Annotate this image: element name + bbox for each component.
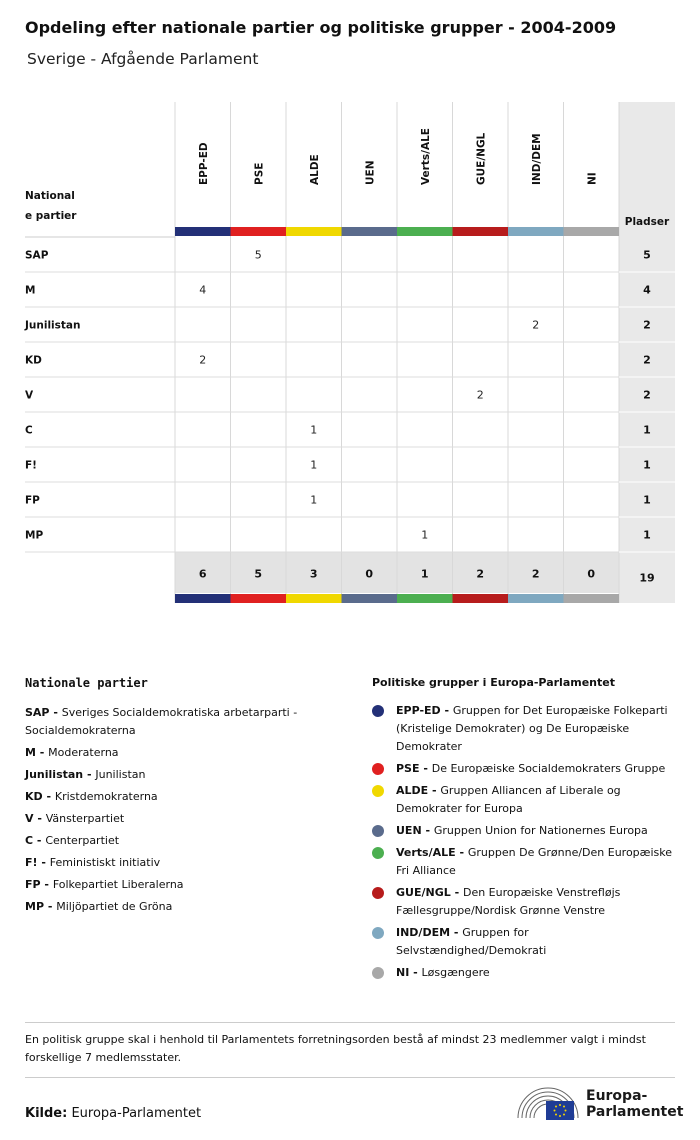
column-total: 5 [254,567,263,581]
europarl-logo [516,1084,684,1124]
column-total: 6 [198,567,207,581]
party-legend-item [25,788,345,806]
column-total: 0 [587,567,596,581]
group-color-bar-bottom [286,594,342,603]
group-legend-name: Gruppen for Det Europæiske Folkeparti (Kristelige Demokrater) og De Europæiske Demokrater [396,704,668,753]
seat-value: 1 [310,493,318,507]
party-legend-name: Vänsterpartiet [45,812,125,825]
source-label: Kilde: [25,1106,68,1121]
group-color-dot-icon [372,887,384,899]
group-header-inddem: IND/DEM [530,133,543,185]
party-legend-name: Sveriges Socialdemokratiska arbetarparti - Socialdemokraterna [25,706,298,737]
logo-text [586,1088,683,1120]
row-party-label: SAP [25,249,49,262]
chart-subtitle: Sverige - Afgående Parlament [27,50,259,68]
group-legend-code: ALDE - [396,784,441,797]
group-color-bar-bottom [175,594,231,603]
group-legend-code: PSE - [396,762,432,775]
seat-value: 2 [199,353,207,367]
party-legend-name: Centerpartiet [45,834,120,847]
row-total: 4 [643,283,651,297]
group-legend-code: NI - [396,966,422,979]
group-color-dot-icon [372,785,384,797]
group-legend-name: Gruppen De Grønne/Den Europæiske Fri Alliance [396,846,672,877]
party-legend-title: Nationale partier [25,676,148,690]
group-legend-item [372,760,677,778]
seat-value: 1 [421,528,429,542]
group-legend-name: De Europæiske Socialdemokraters Gruppe [431,762,666,775]
row-total: 2 [643,353,651,367]
group-color-dot-icon [372,825,384,837]
group-header-alde: ALDE [308,154,321,185]
column-total: 2 [531,567,540,581]
party-legend-list [25,704,345,916]
group-color-bar-bottom [231,594,287,603]
party-legend-item [25,898,345,916]
group-color-bar-bottom [342,594,398,603]
hemicycle-icon [516,1084,580,1122]
group-legend-code: EPP-ED - [396,704,453,717]
group-legend-item [372,822,677,840]
column-total: 0 [365,567,374,581]
group-legend-item [372,844,677,880]
group-color-bar [175,227,231,236]
row-total: 1 [643,493,651,507]
party-legend-code: F! - [25,856,50,869]
column-total: 3 [309,567,318,581]
group-color-bar-bottom [397,594,453,603]
row-total: 1 [643,528,651,542]
group-color-bar [342,227,398,236]
group-color-bar-bottom [564,594,620,603]
party-legend-name: Moderaterna [48,746,119,759]
row-total: 2 [643,318,651,332]
party-legend-code: MP - [25,900,57,913]
group-header-epped: EPP-ED [197,142,210,185]
party-legend-code: V - [25,812,46,825]
row-party-label: M [25,284,36,297]
row-party-label: Junilistan [25,319,81,332]
group-legend-code: GUE/NGL - [396,886,463,899]
party-legend-code: C - [25,834,46,847]
group-color-dot-icon [372,705,384,717]
row-party-label: KD [25,354,42,367]
group-legend-code: Verts/ALE - [396,846,468,859]
group-color-dot-icon [372,847,384,859]
chart-title: Opdeling efter nationale partier og politiske grupper - 2004-2009 [25,18,617,37]
group-legend-name: Den Europæiske Venstrefløjs Fællesgruppe/Nordisk Grønne Venstre [396,886,621,917]
party-legend-name: Miljöpartiet de Gröna [56,900,173,913]
group-color-bar [453,227,509,236]
row-total: 2 [643,388,651,402]
group-legend-item [372,702,677,756]
group-header-ni: NI [586,172,599,185]
party-legend-item [25,766,345,784]
group-color-dot-icon [372,967,384,979]
column-total: 1 [420,567,429,581]
group-legend-name: Gruppen Alliancen af Liberale og Demokrater for Europa [396,784,621,815]
row-party-label: C [25,424,33,437]
party-legend-code: FP - [25,878,53,891]
seat-value: 2 [532,318,540,332]
party-legend-name: Folkepartiet Liberalerna [52,878,184,891]
seat-value: 2 [476,388,484,402]
group-color-bar [397,227,453,236]
row-total: 1 [643,458,651,472]
grand-total: 19 [639,571,655,585]
party-legend-name: Feministiskt initiativ [49,856,161,869]
group-header-guengl: GUE/NGL [475,132,488,185]
group-legend-list [372,702,677,982]
group-legend-code: IND/DEM - [396,926,463,939]
group-color-bar [286,227,342,236]
source-value: Europa-Parlamentet [71,1106,202,1121]
group-legend-title: Politiske grupper i Europa-Parlamentet [372,676,615,689]
group-legend-item [372,782,677,818]
row-party-label: FP [25,494,40,507]
group-color-dot-icon [372,763,384,775]
logo-line-2: Parlamentet [586,1104,684,1120]
row-total: 1 [643,423,651,437]
row-total: 5 [643,248,651,262]
column-total: 2 [476,567,485,581]
group-legend-name: Løsgængere [421,966,490,979]
group-legend-item [372,884,677,920]
group-legend-item [372,924,677,960]
seat-value: 4 [199,283,207,297]
total-header: Pladser [624,216,670,228]
party-legend-code: KD - [25,790,55,803]
row-header-line-1: National [25,190,75,202]
party-legend-name: Junilistan [95,768,146,781]
group-legend-code: UEN - [396,824,434,837]
party-legend-code: M - [25,746,49,759]
group-color-bar [508,227,564,236]
party-legend-item [25,810,345,828]
group-color-bar-bottom [508,594,564,603]
row-party-label: MP [25,529,44,542]
seat-value: 1 [310,458,318,472]
seat-value: 1 [310,423,318,437]
party-legend-code: SAP - [25,706,62,719]
group-color-dot-icon [372,927,384,939]
group-color-bar [564,227,620,236]
row-party-label: F! [25,459,37,472]
group-header-vertsale: Verts/ALE [419,128,432,185]
group-legend-name: Gruppen Union for Nationernes Europa [433,824,648,837]
party-legend-name: Kristdemokraterna [54,790,158,803]
party-legend-item [25,744,345,762]
logo-line-1: Europa- [586,1088,648,1104]
party-legend-item [25,876,345,894]
party-legend-item [25,704,345,740]
group-header-uen: UEN [364,160,377,185]
group-legend-item [372,964,677,982]
group-legend [372,676,677,986]
row-party-label: V [25,389,34,402]
row-header-line-2: e partier [25,210,77,222]
group-color-bar-bottom [453,594,509,603]
party-legend-item [25,832,345,850]
seat-value: 5 [254,248,262,262]
source-line [25,1106,201,1121]
group-legend-name: Gruppen for Selvstændighed/Demokrati [396,926,547,957]
party-legend-code: Junilistan - [25,768,96,781]
party-legend-item [25,854,345,872]
group-header-pse: PSE [253,162,266,185]
footnote: En politisk gruppe skal i henhold til Parlamentets forretningsorden bestå af mindst 23 medlemmer valgt i mindst forskellige 7 medlemsstater. [25,1022,675,1078]
party-legend [25,676,345,920]
group-color-bar [231,227,287,236]
